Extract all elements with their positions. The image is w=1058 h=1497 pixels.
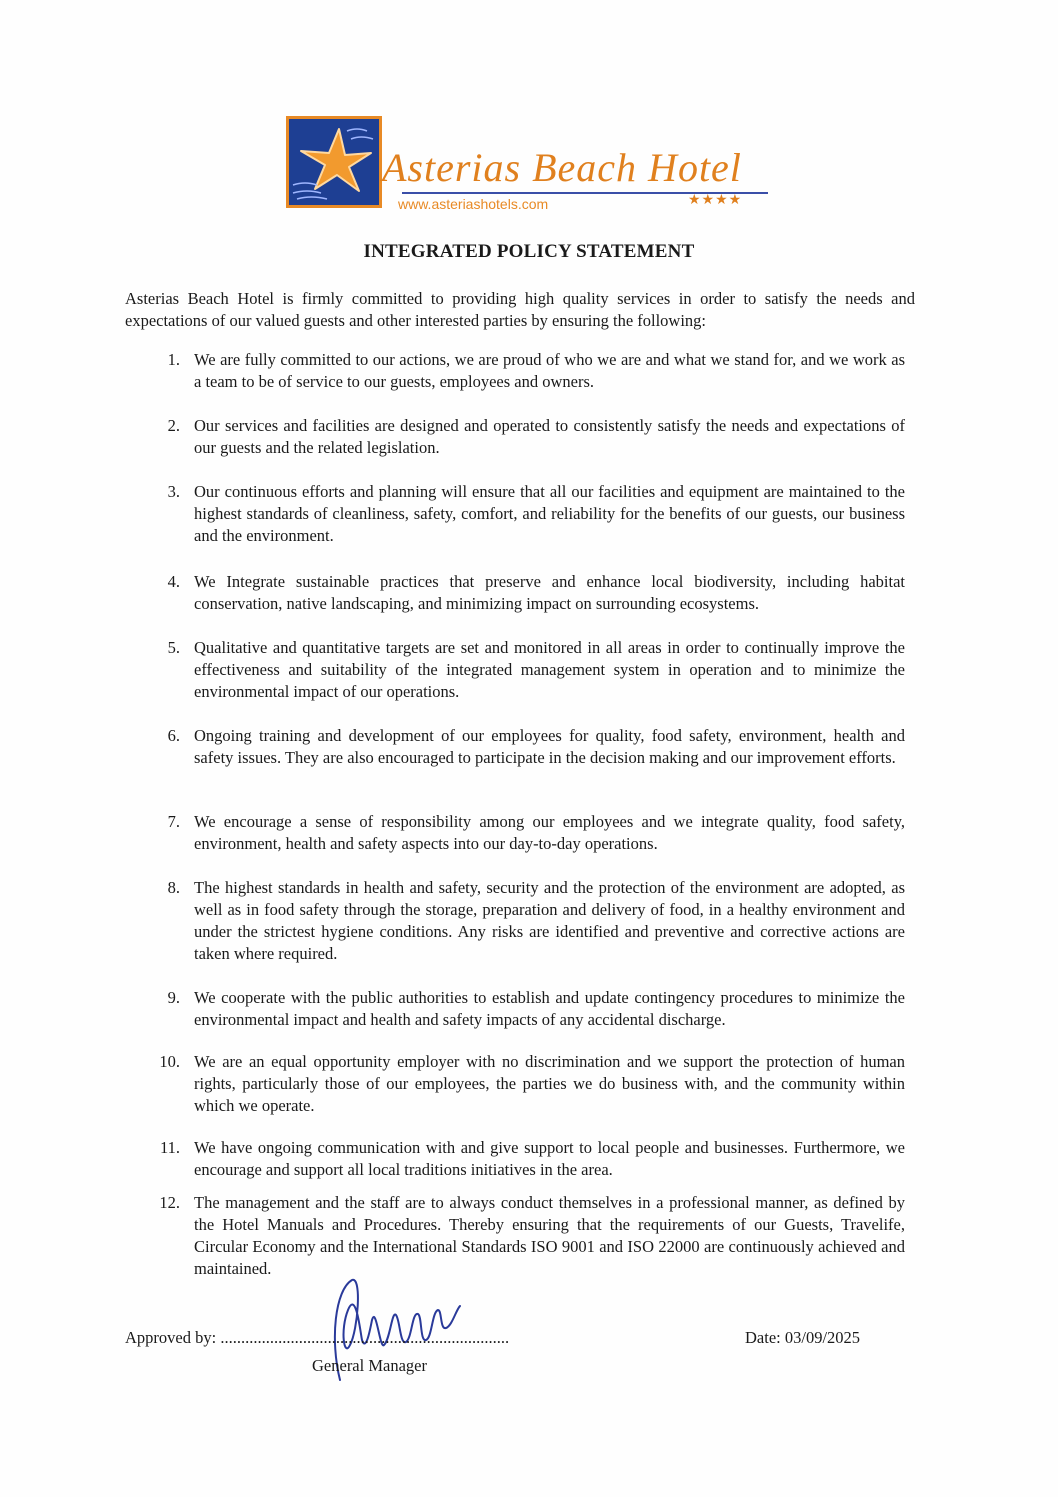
- intro-paragraph: Asterias Beach Hotel is firmly committed to providing high quality services in order to satisfy the needs and expectations of our valued guests and other interested parties by ensuring the following:: [125, 289, 915, 330]
- item-text: We are fully committed to our actions, we are proud of who we are and what we stand for, and we work as a team to be of service to our guests, employees and owners.: [194, 350, 905, 391]
- approved-by-label: Approved by: ......................................................................: [125, 1328, 510, 1347]
- approver-role: General Manager: [312, 1356, 427, 1375]
- item-number: 6.: [167, 726, 180, 745]
- item-number: 12.: [159, 1193, 180, 1212]
- hotel-url: www.asteriashotels.com: [398, 196, 549, 212]
- item-text: We Integrate sustainable practices that preserve and enhance local biodiversity, including habitat conservation, native landscaping, and minimizing impact on surrounding ecosystems.: [194, 572, 905, 613]
- item-number: 2.: [167, 416, 180, 435]
- item-text: Ongoing training and development of our employees for quality, food safety, environment, health and safety issues. They are also encouraged to participate in the decision making and our improvement efforts.: [194, 726, 905, 767]
- item-number: 5.: [167, 638, 180, 657]
- item-text: We cooperate with the public authorities to establish and update contingency procedures to minimize the environmental impact and health and safety impacts of any accidental discharge.: [194, 988, 905, 1029]
- page-title: INTEGRATED POLICY STATEMENT: [363, 241, 695, 262]
- item-number: 8.: [167, 878, 180, 897]
- hotel-name: Asterias Beach Hotel: [382, 145, 742, 190]
- item-text: Our continuous efforts and planning will ensure that all our facilities and equipment are maintained to the highest standards of cleanliness, safety, comfort, and reliability for the benefits of our guests, our business and the environment.: [194, 482, 905, 545]
- item-text: We encourage a sense of responsibility among our employees and we integrate quality, food safety, environment, health and safety aspects into our day-to-day operations.: [194, 812, 905, 853]
- item-text: The management and the staff are to always conduct themselves in a professional manner, as defined by the Hotel Manuals and Procedures. Thereby ensuring that the requirements of our Guests, Travelife, Circular Economy and the International Standards ISO 9001 and ISO 22000 are continuously achieved and maintained.: [194, 1193, 905, 1278]
- item-number: 7.: [167, 812, 180, 831]
- item-text: The highest standards in health and safety, security and the protection of the environment are adopted, as well as in food safety through the storage, preparation and delivery of food, in a healthy environment and under the strictest hygiene conditions. Any risks are identified and preventive and corrective actions are taken where required.: [194, 878, 905, 963]
- item-number: 3.: [167, 482, 180, 501]
- item-number: 11.: [159, 1138, 180, 1157]
- approval-date: Date: 03/09/2025: [745, 1328, 861, 1347]
- star-rating: ★★★★: [688, 193, 743, 208]
- item-text: Qualitative and quantitative targets are set and monitored in all areas in order to continually improve the effectiveness and suitability of the integrated management system in operation and to minimize the environmental impact of our operations.: [194, 638, 905, 701]
- item-text: We have ongoing communication with and give support to local people and businesses. Furthermore, we encourage and support all local traditions initiatives in the area.: [194, 1138, 905, 1179]
- item-number: 1.: [167, 350, 180, 369]
- starfish-icon: [286, 116, 382, 208]
- item-number: 10.: [159, 1052, 180, 1071]
- item-text: Our services and facilities are designed and operated to consistently satisfy the needs and expectations of our guests and the related legislation.: [194, 416, 905, 457]
- item-text: We are an equal opportunity employer with no discrimination and we support the protection of human rights, particularly those of our employees, the parties we do business with, and the community within which we operate.: [194, 1052, 905, 1115]
- item-number: 9.: [167, 988, 180, 1007]
- item-number: 4.: [167, 572, 180, 591]
- hotel-logo: [286, 114, 776, 216]
